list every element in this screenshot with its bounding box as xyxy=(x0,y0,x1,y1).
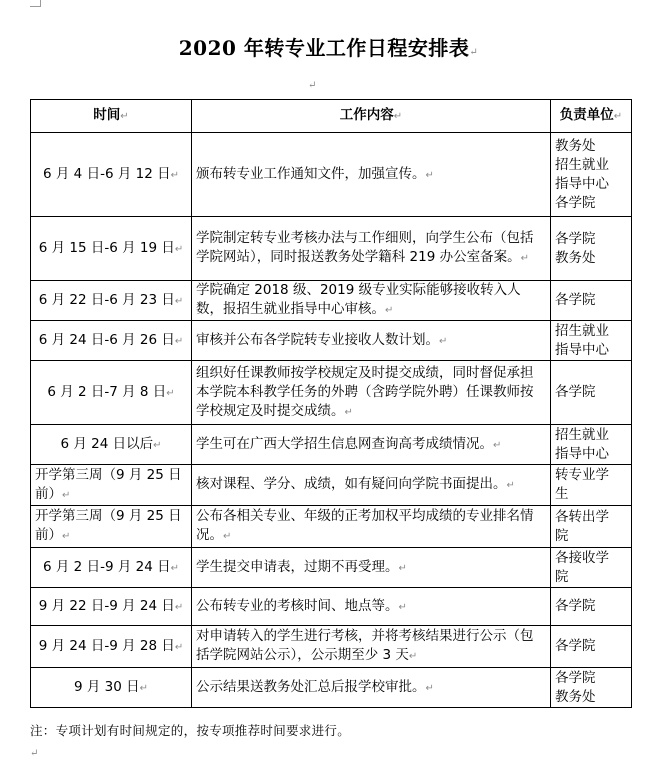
cell-unit xyxy=(551,465,632,506)
table-row xyxy=(31,361,632,425)
unit-line: 各学院 xyxy=(555,230,596,247)
table-row xyxy=(31,548,632,588)
cell-time: 开学第三周（9 月 25 日前）↵ xyxy=(31,506,192,548)
table-row xyxy=(31,281,632,321)
unit-line: 教务处 xyxy=(555,688,596,705)
header-unit: 负责单位↵ xyxy=(551,100,632,133)
paragraph-mark: ↵ xyxy=(469,47,479,58)
table-row xyxy=(31,217,632,281)
unit-line: 各学院 xyxy=(555,598,596,614)
cell-unit xyxy=(551,506,632,548)
table-header-row xyxy=(31,100,632,133)
cell-content: 学生提交申请表，过期不再受理。↵ xyxy=(192,548,551,588)
table-row xyxy=(31,626,632,668)
unit-line: 教务处 xyxy=(555,137,596,154)
unit-line: 招生就业 xyxy=(555,426,609,443)
cell-unit xyxy=(551,548,632,588)
unit-line: 转专业学 xyxy=(555,467,609,483)
footnote: 注：专项计划有时间规定的，按专项推荐时间要求进行。 xyxy=(30,723,351,738)
unit-line: 各学院 xyxy=(555,384,596,400)
cell-content: 对申请转入的学生进行考核，并将考核结果进行公示（包括学院网站公示），公示期至少 3 天↵ xyxy=(192,626,551,668)
table-row xyxy=(31,321,632,361)
table-row xyxy=(31,506,632,548)
cell-unit xyxy=(551,425,632,465)
cell-time: 6 月 4 日-6 月 12 日↵ xyxy=(31,133,192,217)
cell-unit xyxy=(551,133,632,217)
table-row xyxy=(31,668,632,708)
table-row xyxy=(31,425,632,465)
header-content: 工作内容↵ xyxy=(192,100,551,133)
unit-line: 生 xyxy=(555,486,569,502)
cell-time: 9 月 30 日↵ xyxy=(31,668,192,708)
unit-line: 指导中心 xyxy=(555,175,609,192)
cell-time: 9 月 24 日-9 月 28 日↵ xyxy=(31,626,192,668)
title-text: 2020 年转专业工作日程安排表 xyxy=(178,36,470,60)
header-time: 时间↵ xyxy=(31,100,192,133)
table-row xyxy=(31,133,632,217)
unit-line: 各学院 xyxy=(555,669,596,686)
cell-content: 公示结果送教务处汇总后报学校审批。↵ xyxy=(192,668,551,708)
unit-line: 教务处 xyxy=(555,249,596,266)
cell-time: 6 月 15 日-6 月 19 日↵ xyxy=(31,217,192,281)
unit-line: 院 xyxy=(555,568,569,585)
cell-time: 开学第三周（9 月 25 日前）↵ xyxy=(31,465,192,506)
cell-content: 颁布转专业工作通知文件，加强宣传。↵ xyxy=(192,133,551,217)
unit-line: 各学院 xyxy=(555,638,596,654)
cell-content: 组织好任课教师按学校规定及时提交成绩，同时督促承担本学院本科教学任务的外聘（含跨学院外聘）任课教师按学校规定及时提交成绩。↵ xyxy=(192,361,551,425)
unit-line: 招生就业 xyxy=(555,156,609,173)
unit-line: 各转出学 xyxy=(555,508,609,525)
table-row xyxy=(31,588,632,626)
unit-line: 院 xyxy=(555,527,569,544)
table-row xyxy=(31,465,632,506)
cell-unit xyxy=(551,626,632,668)
cell-unit xyxy=(551,668,632,708)
cell-unit xyxy=(551,361,632,425)
unit-line: 各接收学 xyxy=(555,549,609,566)
cell-content: 公布各相关专业、年级的正考加权平均成绩的专业排名情况。↵ xyxy=(192,506,551,548)
unit-line: 指导中心 xyxy=(555,341,609,358)
unit-line: 指导中心 xyxy=(555,445,609,462)
unit-line: 招生就业 xyxy=(555,322,609,339)
cell-unit xyxy=(551,281,632,321)
table-body xyxy=(31,133,632,708)
cell-content: 公布转专业的考核时间、地点等。↵ xyxy=(192,588,551,626)
cell-time: 6 月 2 日-7 月 8 日↵ xyxy=(31,361,192,425)
schedule-table xyxy=(30,99,632,708)
cell-unit xyxy=(551,588,632,626)
cell-time: 9 月 22 日-9 月 24 日↵ xyxy=(31,588,192,626)
end-paragraph-mark: ↵ xyxy=(30,748,39,759)
unit-line: 各学院 xyxy=(555,292,596,308)
unit-line: 各学院 xyxy=(555,194,596,211)
cell-content: 审核并公布各学院转专业接收人数计划。↵ xyxy=(192,321,551,361)
cell-time: 6 月 2 日-9 月 24 日↵ xyxy=(31,548,192,588)
blank-paragraph-mark: ↵ xyxy=(308,80,317,91)
cell-content: 学生可在广西大学招生信息网查询高考成绩情况。↵ xyxy=(192,425,551,465)
cell-unit xyxy=(551,321,632,361)
cell-time: 6 月 22 日-6 月 23 日↵ xyxy=(31,281,192,321)
cell-unit xyxy=(551,217,632,281)
page-corner-mark xyxy=(30,0,41,7)
cell-content: 学院制定转专业考核办法与工作细则，向学生公布（包括学院网站），同时报送教务处学籍科 219 办公室备案。↵ xyxy=(192,217,551,281)
cell-time: 6 月 24 日以后↵ xyxy=(31,425,192,465)
cell-time: 6 月 24 日-6 月 26 日↵ xyxy=(31,321,192,361)
cell-content: 核对课程、学分、成绩，如有疑问向学院书面提出。↵ xyxy=(192,465,551,506)
cell-content: 学院确定 2018 级、2019 级专业实际能够接收转入人数，报招生就业指导中心审核。↵ xyxy=(192,281,551,321)
document-title xyxy=(0,32,657,61)
